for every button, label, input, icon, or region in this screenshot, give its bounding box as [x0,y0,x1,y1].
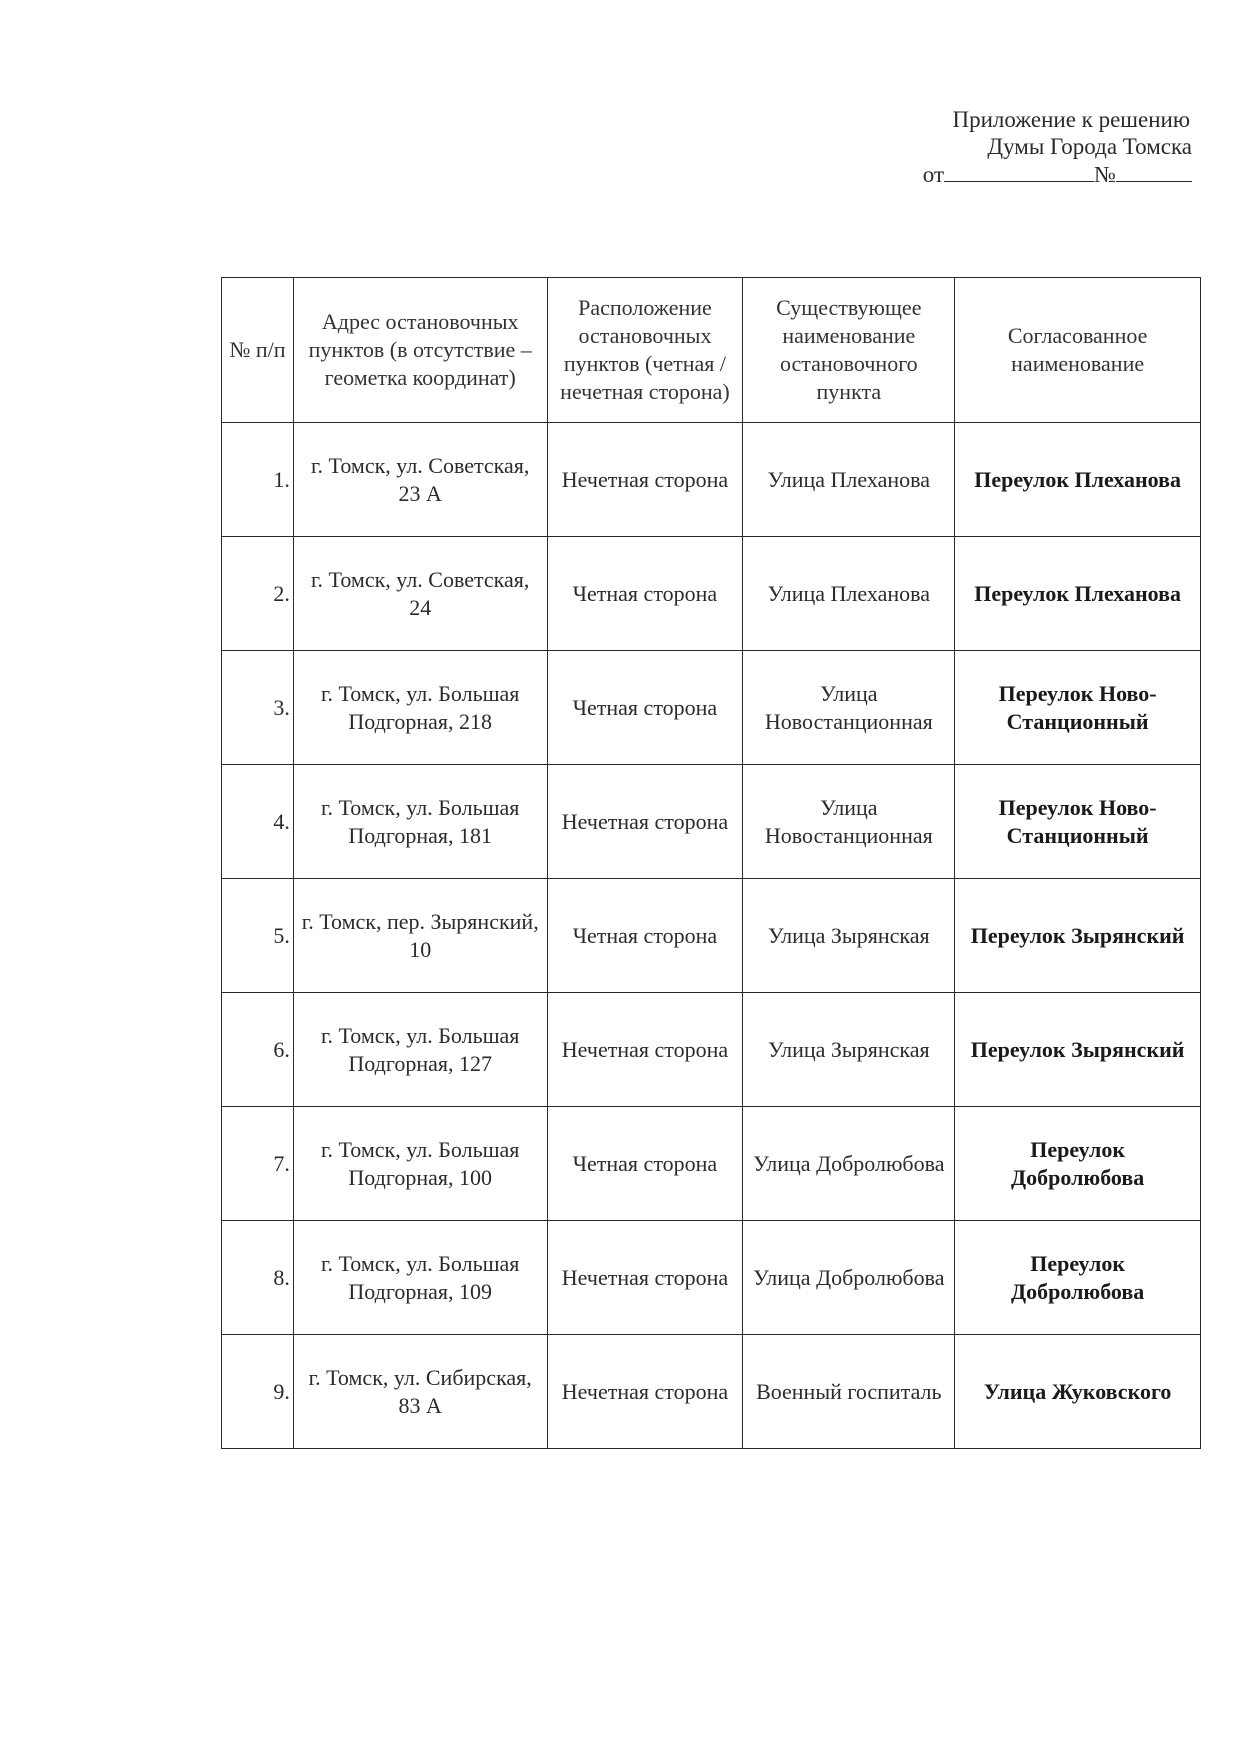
row-agreed-name: Переулок Зырянский [955,879,1201,993]
row-address: г. Томск, ул. Большая Подгорная, 218 [293,651,547,765]
row-address: г. Томск, ул. Большая Подгорная, 127 [293,993,547,1107]
header-line-appendix: Приложение к решению [952,107,1190,132]
table-row [222,993,1201,1107]
row-number: 2. [222,537,294,651]
header-line-duma: Думы Города Томска [987,134,1192,159]
row-existing-name: Улица Плеханова [743,537,955,651]
row-existing-name: Военный госпиталь [743,1335,955,1449]
document-header [772,106,1192,188]
row-side: Нечетная сторона [547,1335,743,1449]
column-header-agreed-name: Согласованное наименование [955,278,1201,423]
row-number: 9. [222,1335,294,1449]
row-existing-name: Улица Плеханова [743,423,955,537]
number-prefix: № [1094,162,1116,187]
table-row [222,537,1201,651]
row-agreed-name: Переулок Добролюбова [955,1221,1201,1335]
row-number: 5. [222,879,294,993]
row-side: Четная сторона [547,651,743,765]
row-agreed-name: Переулок Ново-Станционный [955,765,1201,879]
row-existing-name: Улица Добролюбова [743,1221,955,1335]
row-address: г. Томск, ул. Сибирская, 83 А [293,1335,547,1449]
row-address: г. Томск, ул. Большая Подгорная, 109 [293,1221,547,1335]
row-existing-name: Улица Новостанционная [743,765,955,879]
number-blank [1116,161,1192,182]
table-row [222,651,1201,765]
table-row [222,1107,1201,1221]
column-header-address: Адрес остановочных пунктов (в отсутствие – геометка координат) [293,278,547,423]
bus-stops-table [221,277,1201,1449]
header-date-number-line [772,161,1192,188]
row-existing-name: Улица Новостанционная [743,651,955,765]
row-side: Нечетная сторона [547,1221,743,1335]
row-number: 3. [222,651,294,765]
row-number: 7. [222,1107,294,1221]
table-header-row [222,278,1201,423]
table-row [222,1335,1201,1449]
row-side: Четная сторона [547,1107,743,1221]
row-address: г. Томск, пер. Зырянский, 10 [293,879,547,993]
row-side: Четная сторона [547,537,743,651]
row-side: Нечетная сторона [547,993,743,1107]
row-address: г. Томск, ул. Большая Подгорная, 100 [293,1107,547,1221]
row-number: 1. [222,423,294,537]
row-agreed-name: Переулок Ново-Станционный [955,651,1201,765]
row-existing-name: Улица Добролюбова [743,1107,955,1221]
row-number: 6. [222,993,294,1107]
row-number: 8. [222,1221,294,1335]
row-agreed-name: Переулок Зырянский [955,993,1201,1107]
row-agreed-name: Переулок Добролюбова [955,1107,1201,1221]
row-address: г. Томск, ул. Советская, 24 [293,537,547,651]
row-existing-name: Улица Зырянская [743,879,955,993]
row-agreed-name: Переулок Плеханова [955,423,1201,537]
row-side: Нечетная сторона [547,423,743,537]
table-row [222,765,1201,879]
row-number: 4. [222,765,294,879]
row-existing-name: Улица Зырянская [743,993,955,1107]
column-header-existing-name: Существующее наименование остановочного пункта [743,278,955,423]
row-address: г. Томск, ул. Большая Подгорная, 181 [293,765,547,879]
table-row [222,879,1201,993]
table-row [222,1221,1201,1335]
column-header-number: № п/п [222,278,294,423]
row-side: Четная сторона [547,879,743,993]
table-row [222,423,1201,537]
row-address: г. Томск, ул. Советская, 23 А [293,423,547,537]
row-agreed-name: Переулок Плеханова [955,537,1201,651]
row-agreed-name: Улица Жуковского [955,1335,1201,1449]
date-prefix: от [922,162,945,187]
column-header-side: Расположение остановочных пунктов (четная / нечетная сторона) [547,278,743,423]
date-blank [944,161,1094,182]
row-side: Нечетная сторона [547,765,743,879]
